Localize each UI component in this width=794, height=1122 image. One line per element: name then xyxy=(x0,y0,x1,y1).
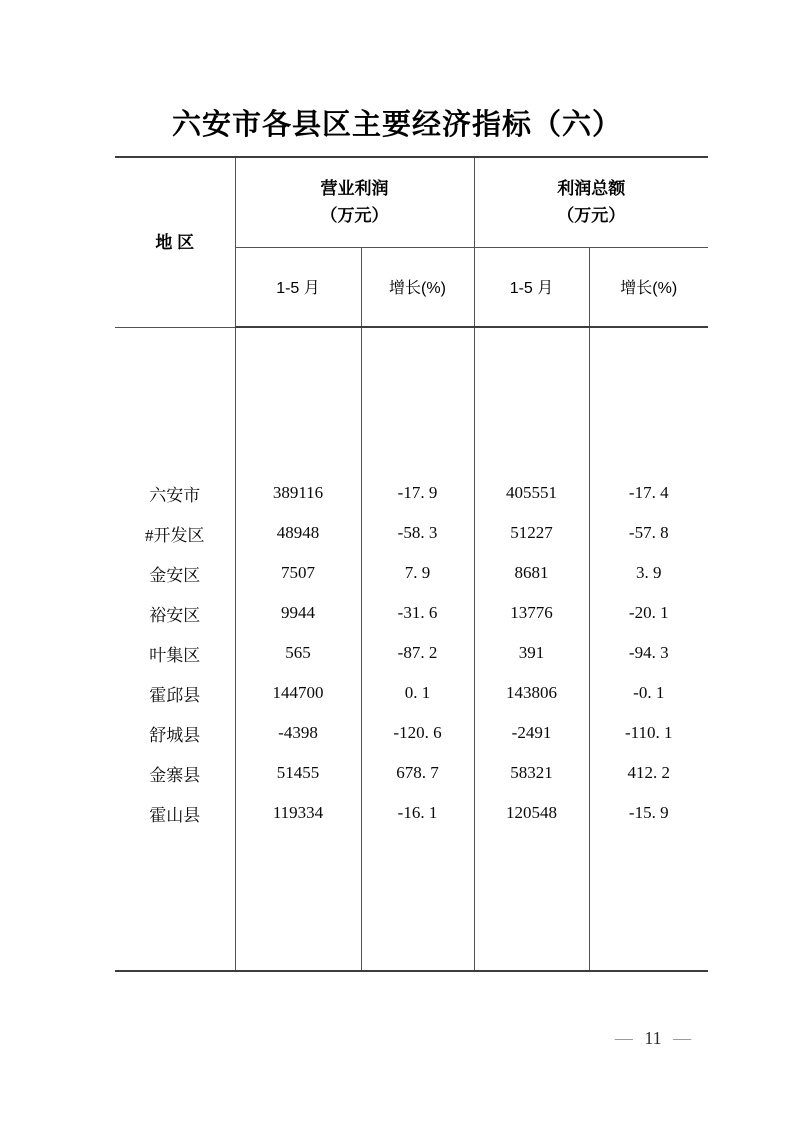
region-cell: #开发区 xyxy=(115,513,235,553)
operating-profit-title: 营业利润 xyxy=(320,179,389,199)
operating-profit-growth-cell: 0. 1 xyxy=(361,673,474,713)
page-number-dash-right: — xyxy=(673,1028,692,1048)
spacer-cell xyxy=(361,327,474,473)
operating-profit-value-cell: 389116 xyxy=(235,473,361,513)
total-profit-growth-cell: -17. 4 xyxy=(628,483,669,502)
total-profit-value-cell: 13776 xyxy=(474,593,589,633)
region-cell: 六安市 xyxy=(115,473,235,513)
table-row xyxy=(115,713,708,753)
page-number-dash-left: — xyxy=(614,1028,633,1048)
region-cell: 裕安区 xyxy=(115,593,235,633)
spacer-cell xyxy=(589,833,708,971)
operating-profit-value-cell: 565 xyxy=(235,633,361,673)
spacer-cell xyxy=(235,833,361,971)
operating-profit-growth-cell: -120. 6 xyxy=(361,713,474,753)
table-row xyxy=(115,553,708,593)
table-body xyxy=(115,327,708,971)
total-profit-growth-cell: -15. 9 xyxy=(628,803,669,822)
region-cell: 金安区 xyxy=(115,553,235,593)
economic-indicators-table xyxy=(115,156,708,972)
table-row xyxy=(115,793,708,833)
operating-profit-value-cell: 48948 xyxy=(235,513,361,553)
total-profit-value-cell: 143806 xyxy=(474,673,589,713)
operating-profit-growth-cell: -58. 3 xyxy=(361,513,474,553)
operating-profit-unit: （万元） xyxy=(320,206,389,226)
bottom-spacer-row xyxy=(115,833,708,971)
table-row xyxy=(115,513,708,553)
total-profit-value-cell: 51227 xyxy=(474,513,589,553)
total-profit-growth-cell: -110. 1 xyxy=(624,723,673,742)
total-profit-unit: （万元） xyxy=(557,206,626,226)
operating-profit-value-cell: 7507 xyxy=(235,553,361,593)
operating-profit-growth-cell: -16. 1 xyxy=(361,793,474,833)
total-profit-growth-cell: -57. 8 xyxy=(628,523,669,542)
total-profit-growth-cell: 412. 2 xyxy=(627,763,670,782)
region-cell: 霍邱县 xyxy=(115,673,235,713)
operating-profit-value-cell: 119334 xyxy=(235,793,361,833)
total-profit-title: 利润总额 xyxy=(557,179,626,199)
operating-profit-value-cell: -4398 xyxy=(235,713,361,753)
region-column-header: 地 区 xyxy=(115,157,235,327)
operating-profit-value-cell: 144700 xyxy=(235,673,361,713)
table-row xyxy=(115,593,708,633)
total-profit-growth-cell: 3. 9 xyxy=(636,563,662,582)
page-number-value: 11 xyxy=(644,1028,662,1048)
total-profit-group-header xyxy=(474,157,708,247)
table-row xyxy=(115,673,708,713)
spacer-cell xyxy=(589,327,708,473)
page-title: 六安市各县区主要经济指标（六） xyxy=(171,109,622,141)
sub-header-operating-period: 1-5 月 xyxy=(235,247,361,327)
total-profit-value-cell: 405551 xyxy=(474,473,589,513)
spacer-cell xyxy=(474,327,589,473)
operating-profit-value-cell: 51455 xyxy=(235,753,361,793)
group-header-row xyxy=(115,157,708,247)
spacer-cell xyxy=(115,327,235,473)
spacer-cell xyxy=(474,833,589,971)
operating-profit-growth-cell: -31. 6 xyxy=(361,593,474,633)
page-number xyxy=(610,1026,696,1050)
table-row xyxy=(115,473,708,513)
spacer-cell xyxy=(115,833,235,971)
region-cell: 叶集区 xyxy=(115,633,235,673)
spacer-cell xyxy=(235,327,361,473)
operating-profit-growth-cell: 7. 9 xyxy=(361,553,474,593)
total-profit-value-cell: 391 xyxy=(474,633,589,673)
top-spacer-row xyxy=(115,327,708,473)
table-header xyxy=(115,157,708,327)
operating-profit-growth-cell: 678. 7 xyxy=(361,753,474,793)
operating-profit-group-header xyxy=(235,157,474,247)
total-profit-value-cell: 8681 xyxy=(474,553,589,593)
total-profit-growth-cell: -0. 1 xyxy=(633,683,665,702)
table-row xyxy=(115,633,708,673)
region-cell: 霍山县 xyxy=(115,793,235,833)
operating-profit-growth-cell: -17. 9 xyxy=(361,473,474,513)
sub-header-total-growth: 增长(%) xyxy=(589,247,708,327)
sub-header-operating-growth: 增长(%) xyxy=(361,247,474,327)
total-profit-value-cell: 58321 xyxy=(474,753,589,793)
region-cell: 金寨县 xyxy=(115,753,235,793)
spacer-cell xyxy=(361,833,474,971)
total-profit-value-cell: 120548 xyxy=(474,793,589,833)
operating-profit-growth-cell: -87. 2 xyxy=(361,633,474,673)
sub-header-total-period: 1-5 月 xyxy=(474,247,589,327)
region-cell: 舒城县 xyxy=(115,713,235,753)
total-profit-growth-cell: -94. 3 xyxy=(628,643,669,662)
table-row xyxy=(115,753,708,793)
total-profit-value-cell: -2491 xyxy=(474,713,589,753)
operating-profit-value-cell: 9944 xyxy=(235,593,361,633)
total-profit-growth-cell: -20. 1 xyxy=(628,603,669,622)
